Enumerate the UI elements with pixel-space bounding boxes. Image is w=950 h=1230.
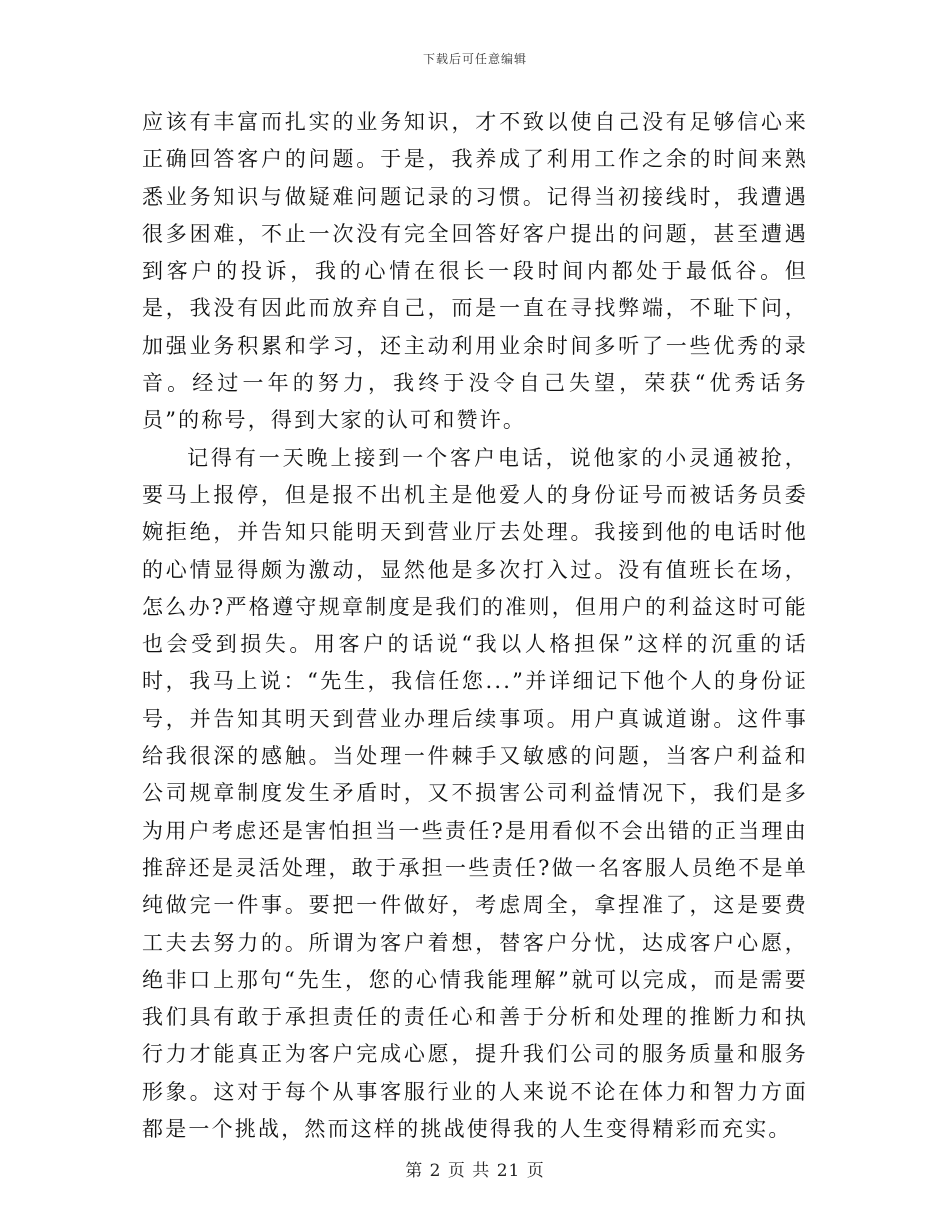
document-body [142,104,808,1148]
body-paragraph-2: 记得有一天晚上接到一个客户电话，说他家的小灵通被抢，要马上报停，但是报不出机主是他爱人的身份证号而被话务员委婉拒绝，并告知只能明天到营业厅去处理。我接到他的电话时他的心情显得颇为激动，显然他是多次打入过。没有值班长在场，怎么办?严格遵守规章制度是我们的准则，但用户的利益这时可能也会受到损失。用客户的话说“我以人格担保”这样的沉重的话时，我马上说：“先生，我信任您...”并详细记下他个人的身份证号，并告知其明天到营业办理后续事项。用户真诚道谢。这件事给我很深的感触。当处理一件棘手又敏感的问题，当客户利益和公司规章制度发生矛盾时，又不损害公司利益情况下，我们是多为用户考虑还是害怕担当一些责任?是用看似不会出错的正当理由推辞还是灵活处理，敢于承担一些责任?做一名客服人员绝不是单纯做完一件事。要把一件做好，考虑周全，拿捏准了，这是要费工夫去努力的。所谓为客户着想，替客户分忧，达成客户心愿，绝非口上那句“先生，您的心情我能理解”就可以完成，而是需要我们具有敢于承担责任的责任心和善于分析和处理的推断力和执行力才能真正为客户完成心愿，提升我们公司的服务质量和服务形象。这对于每个从事客服行业的人来说不论在体力和智力方面都是一个挑战，然而这样的挑战使得我的人生变得精彩而充实。 [142,445,808,1142]
page-header-note: 下载后可任意编辑 [422,52,527,66]
body-paragraph-1: 应该有丰富而扎实的业务知识，才不致以使自己没有足够信心来正确回答客户的问题。于是，我养成了利用工作之余的时间来熟悉业务知识与做疑难问题记录的习惯。记得当初接线时，我遭遇很多困难，不止一次没有完全回答好客户提出的问题，甚至遭遇到客户的投诉，我的心情在很长一段时间内都处于最低谷。但是，我没有因此而放弃自己，而是一直在寻找弊端，不耻下问，加强业务积累和学习，还主动利用业余时间多听了一些优秀的录音。经过一年的努力，我终于没令自己失望，荣获“优秀话务员”的称号，得到大家的认可和赞许。 [142,110,808,433]
page-number: 第 2 页 共 21 页 [405,1161,545,1181]
